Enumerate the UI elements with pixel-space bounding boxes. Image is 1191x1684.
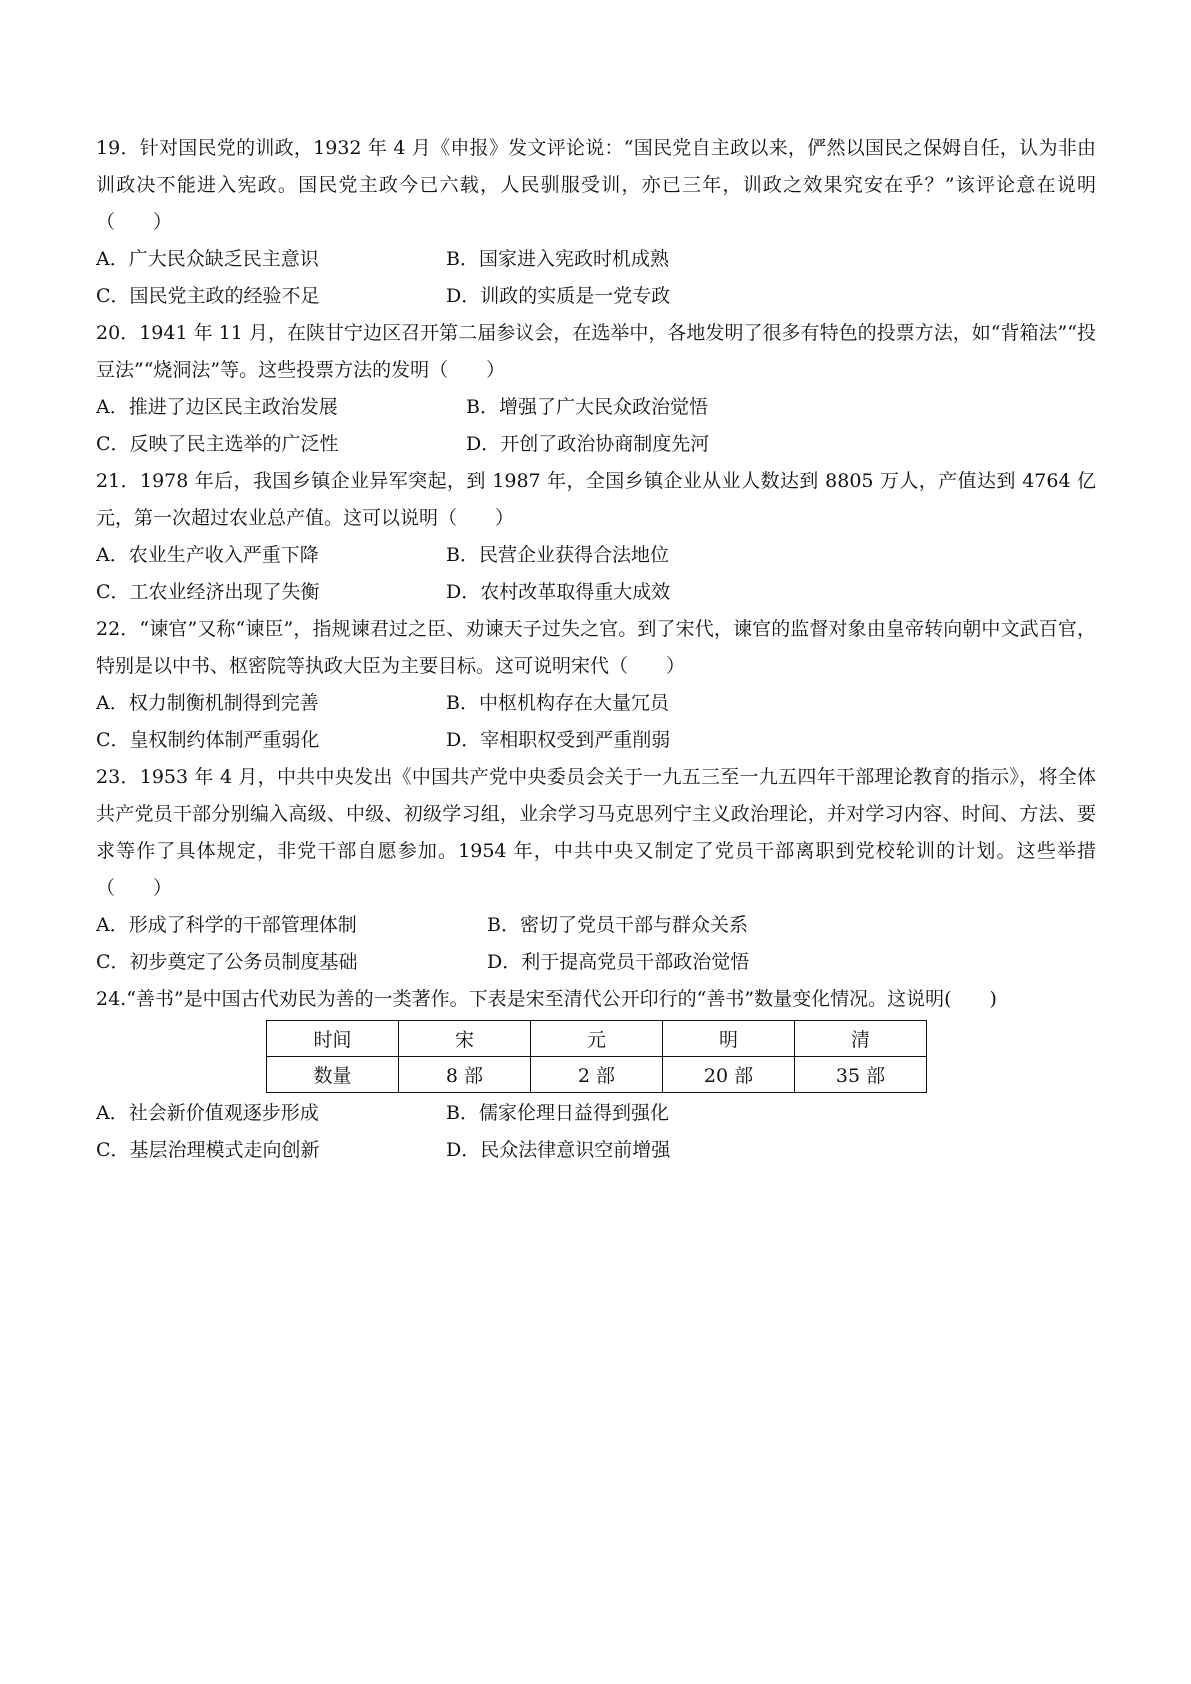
option-row: [96, 685, 1096, 722]
option-row: [96, 389, 1096, 426]
table-cell: 时间: [267, 1021, 399, 1057]
option-row: [96, 1095, 1096, 1132]
table-header-row: [267, 1021, 927, 1057]
table-cell: 2 部: [531, 1057, 663, 1093]
option-a[interactable]: A．推进了边区民主政治发展: [96, 396, 338, 418]
option-a[interactable]: A．权力制衡机制得到完善: [96, 692, 319, 714]
question-stem: 20．1941 年 11 月，在陕甘宁边区召开第二届参议会，在选举中，各地发明了很多有特色的投票方法，如“背箱法”“投豆法”“烧洞法”等。这些投票方法的发明（ ）: [96, 322, 1096, 381]
option-b[interactable]: B．增强了广大民众政治觉悟: [466, 396, 708, 418]
option-c[interactable]: C．反映了民主选举的广泛性: [96, 433, 339, 455]
option-d[interactable]: D．宰相职权受到严重削弱: [446, 729, 671, 751]
option-row: [96, 722, 1096, 759]
table-cell: 数量: [267, 1057, 399, 1093]
question-22: [96, 611, 1096, 759]
option-row: [96, 944, 1096, 981]
option-d[interactable]: D．农村改革取得重大成效: [446, 581, 671, 603]
option-a[interactable]: A．广大民众缺乏民主意识: [96, 248, 319, 270]
option-d[interactable]: D．民众法律意识空前增强: [446, 1139, 671, 1161]
question-stem: 24.“善书”是中国古代劝民为善的一类著作。下表是宋至清代公开印行的“善书”数量变化情况。这说明( ): [96, 988, 997, 1010]
question-24: [96, 981, 1096, 1169]
question-stem: 19．针对国民党的训政，1932 年 4 月《申报》发文评论说：“国民党自主政以来，俨然以国民之保姆自任，认为非由训政决不能进入宪政。国民党主政今已六载，人民驯服受训，亦已三年，训政之效果究安在乎？”该评论意在说明（ ）: [96, 137, 1096, 233]
option-row: [96, 1132, 1096, 1169]
option-a[interactable]: A．社会新价值观逐步形成: [96, 1102, 319, 1124]
table-cell: 清: [795, 1021, 927, 1057]
option-row: [96, 426, 1096, 463]
option-c[interactable]: C．基层治理模式走向创新: [96, 1139, 320, 1161]
table-cell: 20 部: [663, 1057, 795, 1093]
question-stem: 23．1953 年 4 月，中共中央发出《中国共产党中央委员会关于一九五三至一九五四年干部理论教育的指示》，将全体共产党员干部分别编入高级、中级、初级学习组，业余学习马克思列宁主义政治理论，并对学习内容、时间、方法、要求等作了具体规定，非党干部自愿参加。1954 年，中共中央又制定了党员干部离职到党校轮训的计划。这些举措（ ）: [96, 766, 1096, 899]
option-b[interactable]: B．儒家伦理日益得到强化: [446, 1102, 669, 1124]
option-a[interactable]: A．形成了科学的干部管理体制: [96, 914, 357, 936]
question-23: [96, 759, 1096, 981]
table-cell: 35 部: [795, 1057, 927, 1093]
table-row: [267, 1057, 927, 1093]
table-cell: 宋: [399, 1021, 531, 1057]
option-row: [96, 278, 1096, 315]
question-21: [96, 463, 1096, 611]
option-c[interactable]: C．国民党主政的经验不足: [96, 285, 320, 307]
table-cell: 元: [531, 1021, 663, 1057]
option-row: [96, 537, 1096, 574]
option-b[interactable]: B．国家进入宪政时机成熟: [446, 248, 669, 270]
option-c[interactable]: C．初步奠定了公务员制度基础: [96, 951, 358, 973]
option-b[interactable]: B．民营企业获得合法地位: [446, 544, 669, 566]
option-c[interactable]: C．工农业经济出现了失衡: [96, 581, 320, 603]
option-b[interactable]: B．中枢机构存在大量冗员: [446, 692, 669, 714]
option-row: [96, 907, 1096, 944]
option-row: [96, 241, 1096, 278]
table-cell: 8 部: [399, 1057, 531, 1093]
option-d[interactable]: D．训政的实质是一党专政: [446, 285, 671, 307]
question-stem: 21．1978 年后，我国乡镇企业异军突起，到 1987 年，全国乡镇企业从业人数达到 8805 万人，产值达到 4764 亿元，第一次超过农业总产值。这可以说明（ ）: [96, 470, 1096, 529]
question-page: [96, 130, 1096, 1169]
shanshu-count-table: [266, 1020, 927, 1093]
option-d[interactable]: D．开创了政治协商制度先河: [466, 433, 710, 455]
option-c[interactable]: C．皇权制约体制严重弱化: [96, 729, 320, 751]
question-20: [96, 315, 1096, 463]
option-row: [96, 574, 1096, 611]
question-19: [96, 130, 1096, 315]
question-stem: 22．“谏官”又称“谏臣”，指规谏君过之臣、劝谏天子过失之官。到了宋代，谏官的监督对象由皇帝转向朝中文武百官，特别是以中书、枢密院等执政大臣为主要目标。这可说明宋代（ ）: [96, 618, 1096, 677]
option-b[interactable]: B．密切了党员干部与群众关系: [487, 914, 748, 936]
table-cell: 明: [663, 1021, 795, 1057]
option-a[interactable]: A．农业生产收入严重下降: [96, 544, 319, 566]
option-d[interactable]: D．利于提高党员干部政治觉悟: [487, 951, 750, 973]
